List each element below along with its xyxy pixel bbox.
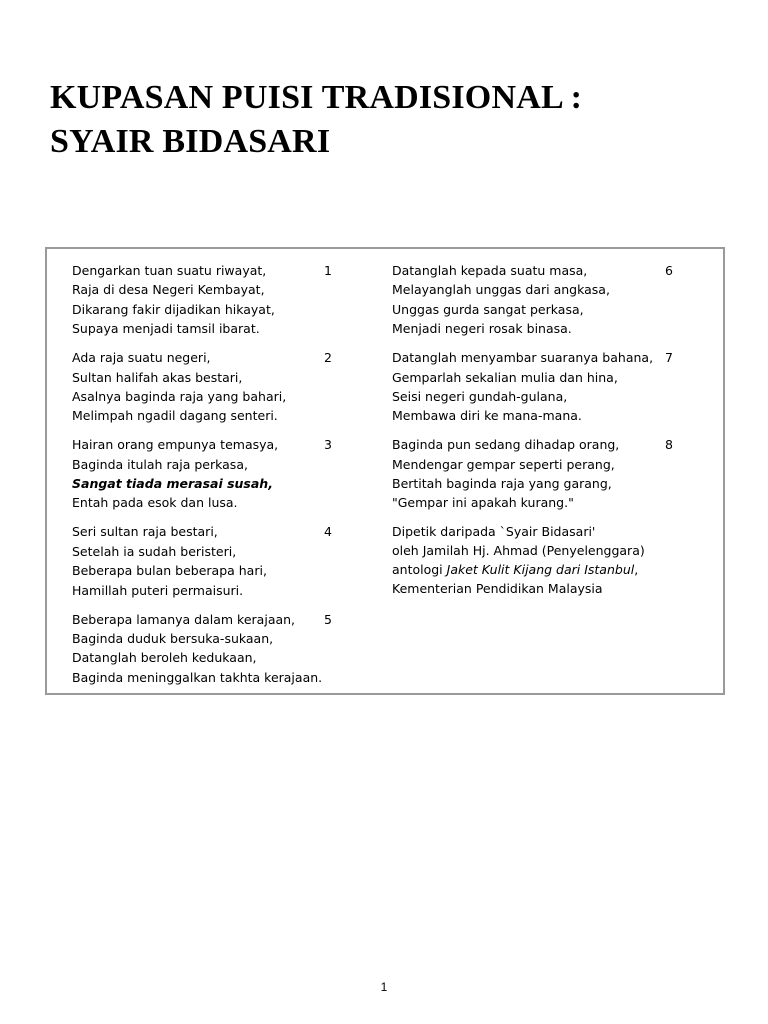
verse-line: Ada raja suatu negeri,: [72, 350, 211, 366]
verse-line: Seisi negeri gundah-gulana,: [392, 388, 568, 404]
source-line: Kementerian Pendidikan Malaysia: [392, 581, 603, 597]
stanza-number: 8: [665, 437, 673, 453]
page-title: [50, 76, 582, 164]
verse-line: Datanglah kepada suatu masa,: [392, 263, 588, 278]
verse-line: Beberapa lamanya dalam kerajaan,: [72, 611, 296, 627]
verse-line: Gemparlah sekalian mulia dan hina,: [392, 369, 618, 385]
verse-line: Supaya menjadi tamsil ibarat.: [72, 321, 260, 337]
verse-line: Sultan halifah akas bestari,: [72, 369, 243, 385]
title-line-1: KUPASAN PUISI TRADISIONAL :: [50, 79, 583, 116]
stanza-number: 4: [324, 524, 332, 540]
verse-line: Mendengar gempar seperti perang,: [392, 456, 615, 472]
stanza-number: 3: [324, 437, 332, 453]
stanza-4: [72, 522, 372, 600]
stanza-number: 6: [665, 263, 673, 278]
verse-line: Baginda meninggalkan takhta kerajaan.: [72, 669, 323, 685]
verse-line: Bertitah baginda raja yang garang,: [392, 476, 612, 492]
verse-line: Hamillah puteri permaisuri.: [72, 582, 244, 598]
stanza-number: 7: [665, 350, 673, 366]
source-line-anthology: [392, 560, 712, 579]
verse-line: Menjadi negeri rosak binasa.: [392, 321, 572, 337]
verse-line: Seri sultan raja bestari,: [72, 524, 218, 540]
verse-line: Raja di desa Negeri Kembayat,: [72, 282, 265, 298]
stanza-3: [72, 435, 372, 513]
verse-line: Setelah ia sudah beristeri,: [72, 543, 237, 559]
verse-line: Beberapa bulan beberapa hari,: [72, 563, 267, 579]
verse-line: Baginda duduk bersuka-sukaan,: [72, 630, 274, 646]
verse-line: Membawa diri ke mana-mana.: [392, 408, 582, 424]
verse-line: Unggas gurda sangat perkasa,: [392, 301, 584, 317]
stanza-1: [72, 261, 372, 339]
stanza-number: 2: [324, 350, 332, 366]
source-anthology-prefix: antologi: [392, 562, 447, 578]
source-citation: [392, 522, 712, 598]
verse-line: Entah pada esok dan lusa.: [72, 495, 238, 511]
title-line-2: SYAIR BIDASARI: [50, 123, 331, 160]
source-anthology-suffix: ,: [634, 562, 639, 578]
verse-line: Hairan orang empunya temasya,: [72, 437, 279, 453]
verse-line: Dikarang fakir dijadikan hikayat,: [72, 301, 275, 317]
stanza-number: 1: [324, 263, 332, 278]
stanza-8: [392, 435, 712, 513]
source-line: oleh Jamilah Hj. Ahmad (Penyelenggara): [392, 543, 645, 559]
stanza-6: [392, 261, 712, 339]
anthology-title: Jaket Kulit Kijang dari Istanbul: [446, 562, 635, 578]
source-line: Dipetik daripada `Syair Bidasari': [392, 524, 596, 540]
verse-line-emphasis: Sangat tiada merasai susah,: [72, 476, 273, 492]
verse-line: Baginda pun sedang dihadap orang,: [392, 437, 620, 453]
verse-line: Datanglah beroleh kedukaan,: [72, 650, 257, 666]
verse-line: Melimpah ngadil dagang senteri.: [72, 408, 278, 424]
verse-line: Datanglah menyambar suaranya bahana,: [392, 350, 654, 366]
verse-line: Asalnya baginda raja yang bahari,: [72, 388, 287, 404]
page-number: 1: [380, 980, 388, 994]
stanza-7: [392, 348, 712, 426]
poem-column-left: [72, 261, 372, 697]
verse-line: Dengarkan tuan suatu riwayat,: [72, 263, 267, 278]
stanza-number: 5: [324, 611, 332, 627]
stanza-5: [72, 610, 372, 688]
verse-line: "Gempar ini apakah kurang.": [392, 495, 574, 511]
stanza-2: [72, 348, 372, 426]
verse-line: Baginda itulah raja perkasa,: [72, 456, 248, 472]
verse-line: Melayanglah unggas dari angkasa,: [392, 282, 610, 298]
poem-box: [45, 247, 725, 695]
poem-column-right: [392, 261, 712, 598]
